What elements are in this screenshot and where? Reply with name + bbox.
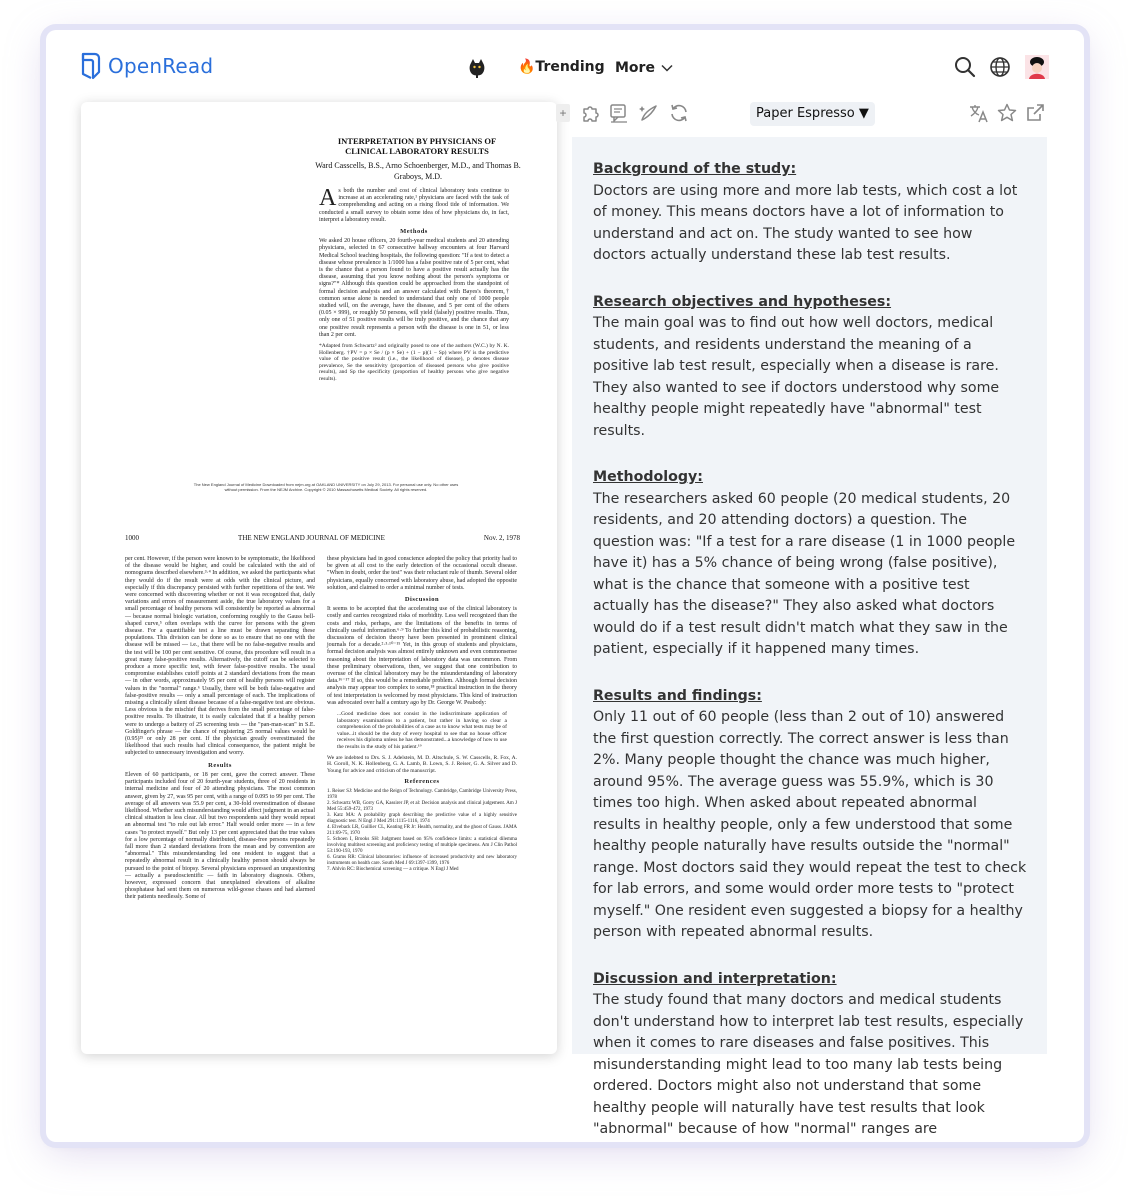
ai-summary-panel[interactable] (572, 137, 1047, 1137)
section-title: Results and findings: (593, 687, 762, 704)
puzzle-icon[interactable] (580, 102, 602, 124)
reference-item: 6. Grams RR: Clinical laboratories: influence of increased productivity and new laboratory instruments on health care. South Med J 69:1397-1399, 1976 (327, 854, 517, 866)
star-icon[interactable] (996, 102, 1018, 124)
chat-icon[interactable] (608, 102, 630, 124)
section-body: The researchers asked 60 people (20 medical students, 20 residents, and 20 attending doctors) a question. The question was: "If a test for a rare disease (1 in 1000 people have it) has a 5% chance of being wrong (false positive), what is the chance that someone with a positive test actually has the disease?" They also asked what doctors would do if a test result didn't match what they saw in the patient, especially if it happened many times. (593, 490, 1016, 657)
cat-icon[interactable] (468, 58, 486, 78)
section-title: Discussion and interpretation: (593, 970, 837, 987)
chevron-down-icon (661, 64, 673, 72)
reference-item: 1. Reiser SJ: Medicine and the Reign of Technology. Cambridge, Cambridge University Press, 1978 (327, 788, 517, 800)
section-body: Only 11 out of 60 people (less than 2 out of 10) answered the first question correctly. The correct answer is less than 2%. Many people thought the chance was much higher, around 95%. The average guess was 55.9%, which is 30 times too high. When asked about repeated abnormal results in healthy people, only a few understood that some healthy people naturally have results outside the "normal" range. Most doctors said they would repeat the test to check for lab errors, and some would order more tests to "protect myself." One resident even suggested a biopsy for a healthy person with repeated abnormal results. (593, 709, 1027, 940)
journal-name: THE NEW ENGLAND JOURNAL OF MEDICINE (238, 534, 385, 542)
paper-title: INTERPRETATION BY PHYSICIANS OF CLINICAL LABORATORY RESULTS (337, 136, 497, 156)
pdf-page-2 (81, 522, 557, 1054)
pdf-download-footer: The New England Journal of Medicine Downloaded from nejm.org at OAKLAND UNIVERSITY on July 29, 2013. For personal use only. No other uses without permission. From the NEJM Archive. Copyright © 2010 Massachusetts Medical Society. All rights reserved. (193, 482, 459, 492)
running-header (125, 534, 520, 542)
footnote: *Adapted from Schwartz² and originally posed to one of the authors (W.C.) by N. K. Hollenberg. †PV = p × Se / (p × Se) + (1 − p)(1 − Sp) where PV is the predictive value of the positive result (i.e., the likelihood of disease), p denotes disease prevalence, Se the sensitivity (proportion of diseased persons who give positive results), and Sp the specificity (proportion of healthy persons who give negative results). (319, 343, 509, 383)
section-body: Doctors are using more and more lab tests, which cost a lot of money. This means doctors have a lot of information to understand and act on. The study wanted to see how doctors actually understand these lab test results. (593, 182, 1018, 263)
nav-trending-label: 🔥Trending (518, 59, 605, 75)
summary-section-background (593, 159, 1027, 267)
summary-section-results (593, 686, 1027, 944)
sparkle-pen-icon[interactable] (638, 102, 660, 124)
avatar[interactable] (1025, 55, 1049, 79)
logo-text: OpenRead (108, 54, 214, 78)
translate-icon[interactable] (968, 102, 990, 124)
intro-paragraph: s both the number and cost of clinical laboratory tests continue to increase at an accelerating rate,¹ physicians are faced with the task of comprehending and acting on a rising flood tide of information. We conducted a small survey to obtain some idea of how physicians do, in fact, interpret a laboratory result. (319, 188, 509, 223)
summary-section-objectives (593, 292, 1027, 443)
section-body: The study found that many doctors and medical students don't understand how to interpret lab test results, especially when it comes to rare diseases and false positives. This misunderstanding might lead to too many lab tests being ordered. Doctors might also not understand that some healthy people will naturally have test results that look "abnormal" because of how "normal" ranges are (593, 992, 1024, 1137)
nav-more-dropdown[interactable] (615, 60, 673, 76)
section-title: Research objectives and hypotheses: (593, 293, 892, 310)
acknowledgment: We are indebted to Drs. S. J. Adelstein, M. D. Altschule, S. W. Casscells, R. Fox, A. H. Goroll, N. K. Hollenberg, G. A. Lamb, B. Lown, S. J. Reiser, G. A. Silver and D. Young for advice and criticism of the manuscript. (327, 754, 517, 774)
nav-more-label: More (615, 60, 655, 76)
external-link-icon[interactable] (1024, 102, 1046, 124)
paragraph: per cent. However, if the person were known to be symptomatic, the likelihood of the disease would be higher, and could be calculated with the aid of nomograms described elsewhere.³·⁴ In addition, we asked the participants what they would do if the result were at odds with the clinical picture, and especially if this discrepancy persisted with further repetitions of the test. We were concerned with discovering whether or not it was recognized that, daily variations and errors of measurement aside, the true laboratory values for a small percentage of healthy persons will consistently be reported as abnormal — because normal biologic variation, conforming roughly to the Gauss bell-shaped curve,⁵ often overlaps with the curve for persons with the given disease. For a quantifiable test a line must be drawn separating these populations. This division can be done so as to ensure that no one with the disease will be missed — i.e., that there will be no false-negative results and the test will be 100 per cent sensitive. Of course, this procedure will result in a great many false-positive results. Alternatively, the cutoff can be selected to produce a more specific test, with fewer false-positive results. The usual compromise establishes cutoff points at 2 standard deviations from the mean — in other words, approximately 95 per cent of healthy persons will register values in the "normal" range.⁶ Usually, there will be both false-negative and false-positive results — only a small percentage of each. The implications of missing a clinically silent disease because of a false-negative test are obvious. Less obvious is the mischief that derives from the small percentage of false-positive results. To illustrate, it is easily calculated that if a healthy person were to undergo a battery of 25 screening tests — the "pan-man-scan" in S.E. Goldfinger's phrase — the chance of registering 25 normal values would be (0.95)²⁵ or only 28 per cent. If the physician greatly overestimated the likelihood that such results had clinical consequence, the patient might be subjected to unnecessary investigation and worry. (125, 556, 315, 757)
peabody-quote: ...Good medicine does not consist in the indiscriminate application of laboratory examinations to a patient, but rather in having so clear a comprehension of the probabilities of a case as to know what tests may be of value...it should be the duty of every hospital to see that no house officer receives his diploma unless he has demonstrated...a knowledge of how to use the results in the study of his patient.¹⁹ (337, 711, 507, 751)
reference-item: 4. Elveback LR, Guillier CL, Keating FR Jr: Health, normality, and the ghost of Gauss. JAMA 211:69-75, 1970 (327, 824, 517, 836)
logo-icon (80, 52, 102, 80)
issue-date: Nov. 2, 1978 (483, 534, 520, 542)
pdf-page2-right-column (327, 556, 517, 1048)
summary-mode-select[interactable] (750, 102, 875, 126)
globe-icon[interactable] (989, 56, 1011, 78)
pdf-page1-column (319, 185, 509, 478)
results-heading: Results (208, 761, 232, 769)
methods-paragraph: We asked 20 house officers, 20 fourth-year medical students and 20 attending physicians, selected in 67 consecutive hallway encounters at four Harvard Medical School teaching hospitals, the following question: "If a test to detect a disease whose prevalence is 1/1000 has a false positive rate of 5 per cent, what is the chance that a person found to have a positive result actually has the disease, assuming that you know nothing about the person's symptoms or signs?"* Although this question could be approached from the standpoint of formal decision analysis and an answer calculated with Bayes's theorem,† common sense alone is needed to understand that only one of 1000 people studied will, on the average, have the disease, and 5 per cent of the others (0.05 × 999), or roughly 50 persons, will yield (falsely) positive results. Thus, only one of 51 positive results will be truly positive, and the chance that any one positive result represents a person with the disease is one in 51, or less than 2 per cent. (319, 238, 509, 338)
discussion-paragraph: It seems to be accepted that the accelerating use of the clinical laboratory is costly and carries recognized risks of morbidity. Less well recognized than the costs and risks, perhaps, are the limitations of the benefits in terms of clinically useful information.⁶·⁹ To further this kind of probabilistic reasoning, discussions of decision theory have been presented in prominent clinical journals for a decade.²·³·¹⁰⁻¹⁵ Yet, in this group of students and physicians, formal decision analysis was almost entirely unknown and even commonsense reasoning about the interpretation of laboratory data was uncommon. From these preliminary observations, then, we suggest that one contribution to overuse of the clinical laboratory may be the misunderstanding of laboratory data.¹⁶⁻¹⁷ If so, this would be a remediable problem. Although formal decision analysis may appear too complex to some,¹⁸ practical instruction in the theory of test interpretation is welcomed by most physicians. This kind of instruction was advocated over half a century ago by Dr. George W. Peabody: (327, 606, 517, 706)
reference-item: 3. Katz MA: A probability graph describing the predictive value of a highly sensitive diagnostic test. N Engl J Med 291:1115-1116, 1974 (327, 812, 517, 824)
section-title: Methodology: (593, 469, 703, 485)
reference-item: 5. Schoen I, Brooks SH: Judgment based on 95% confidence limits: a statistical dilemma involving multitest screening and proficiency testing of multiple specimens. Am J Clin Pathol 53:190-193, 1970 (327, 836, 517, 854)
summary-mode-label: Paper Espresso ▼ (756, 106, 869, 121)
search-icon[interactable] (954, 56, 976, 78)
expand-panel-button[interactable]: + (556, 104, 570, 122)
nav-trending[interactable] (518, 59, 605, 75)
pdf-page-1 (81, 102, 557, 522)
results-paragraph: Eleven of 60 participants, or 18 per cent, gave the correct answer. These participants included four of 20 fourth-year students, three of 20 residents in internal medicine and four of 20 attending physicians. The most common answer, given by 27, was 95 per cent, with a range of 0.095 to 99 per cent. The average of all answers was 55.9 per cent, a 30-fold overestimation of disease likelihood. Whether such misunderstanding would affect judgment in an actual clinical situation is less clear. All but two respondents said they would repeat an abnormal test "to rule out lab error." Half would order more — in a few cases "to protect myself." But only 13 per cent appreciated that the true values for a low percentage of normally distributed, disease-free persons repeatedly fall more than 2 standard deviations from the mean and by convention are "abnormal." This misunderstanding led one resident to suggest that a repeatedly abnormal result in a clinically healthy person should always be pursued to the point of biopsy. Several physicians expressed an unquestioning — actually a pseudoscientific — faith in laboratory diagnosis. Others, however, expressed concern that unexplained elevations of alkaline phosphatase had sent them on numerous wild-goose chases and had alarmed their patients needlessly. Some of (125, 771, 315, 901)
summary-section-discussion (593, 969, 1027, 1141)
section-body: The main goal was to find out how well doctors, medical students, and residents understand the meaning of a positive lab test result, especially when a disease is rare. They also wanted to see if doctors understood why some healthy people might repeatedly have "abnormal" test results. (593, 315, 1000, 439)
section-title: Background of the study: (593, 161, 797, 177)
paragraph: these physicians had in good conscience adopted the policy that priority had to be given at all cost to the early detection of the occasional occult disease. "When in doubt, order the test" was their reluctant rule of thumb. Several older physicians, equally concerned with laboratory abuse, had adopted the opposite solution, and claimed to order a minimal number of tests. (327, 556, 517, 591)
openread-logo[interactable] (80, 52, 213, 80)
references-heading: References (404, 778, 440, 786)
app-window (46, 30, 1084, 1142)
pdf-page2-left-column (125, 556, 315, 1048)
dropcap-letter: A (319, 185, 337, 211)
pdf-viewer[interactable] (81, 102, 557, 1054)
page-number: 1000 (125, 534, 139, 542)
methods-heading: Methods (400, 228, 428, 236)
reader-toolbar (554, 100, 1054, 130)
avatar-image-icon (1025, 55, 1049, 79)
refresh-icon[interactable] (668, 102, 690, 124)
top-nav-bar (46, 30, 1084, 105)
reference-item: 7. Ahlvin RC: Biochemical screening — a critique. N Engl J Med (327, 866, 459, 872)
summary-content (572, 137, 1047, 1141)
paper-authors: Ward Casscells, B.S., Arno Schoenberger, M.D., and Thomas B. Graboys, M.D. (315, 161, 521, 181)
discussion-heading: Discussion (404, 596, 440, 604)
reference-list (327, 789, 517, 873)
reference-item: 2. Schwartz WB, Gorry GA, Kassirer JP, et al: Decision analysis and clinical judgement. Am J Med 55:459-472, 1973 (327, 800, 517, 812)
summary-section-methodology (593, 467, 1027, 661)
